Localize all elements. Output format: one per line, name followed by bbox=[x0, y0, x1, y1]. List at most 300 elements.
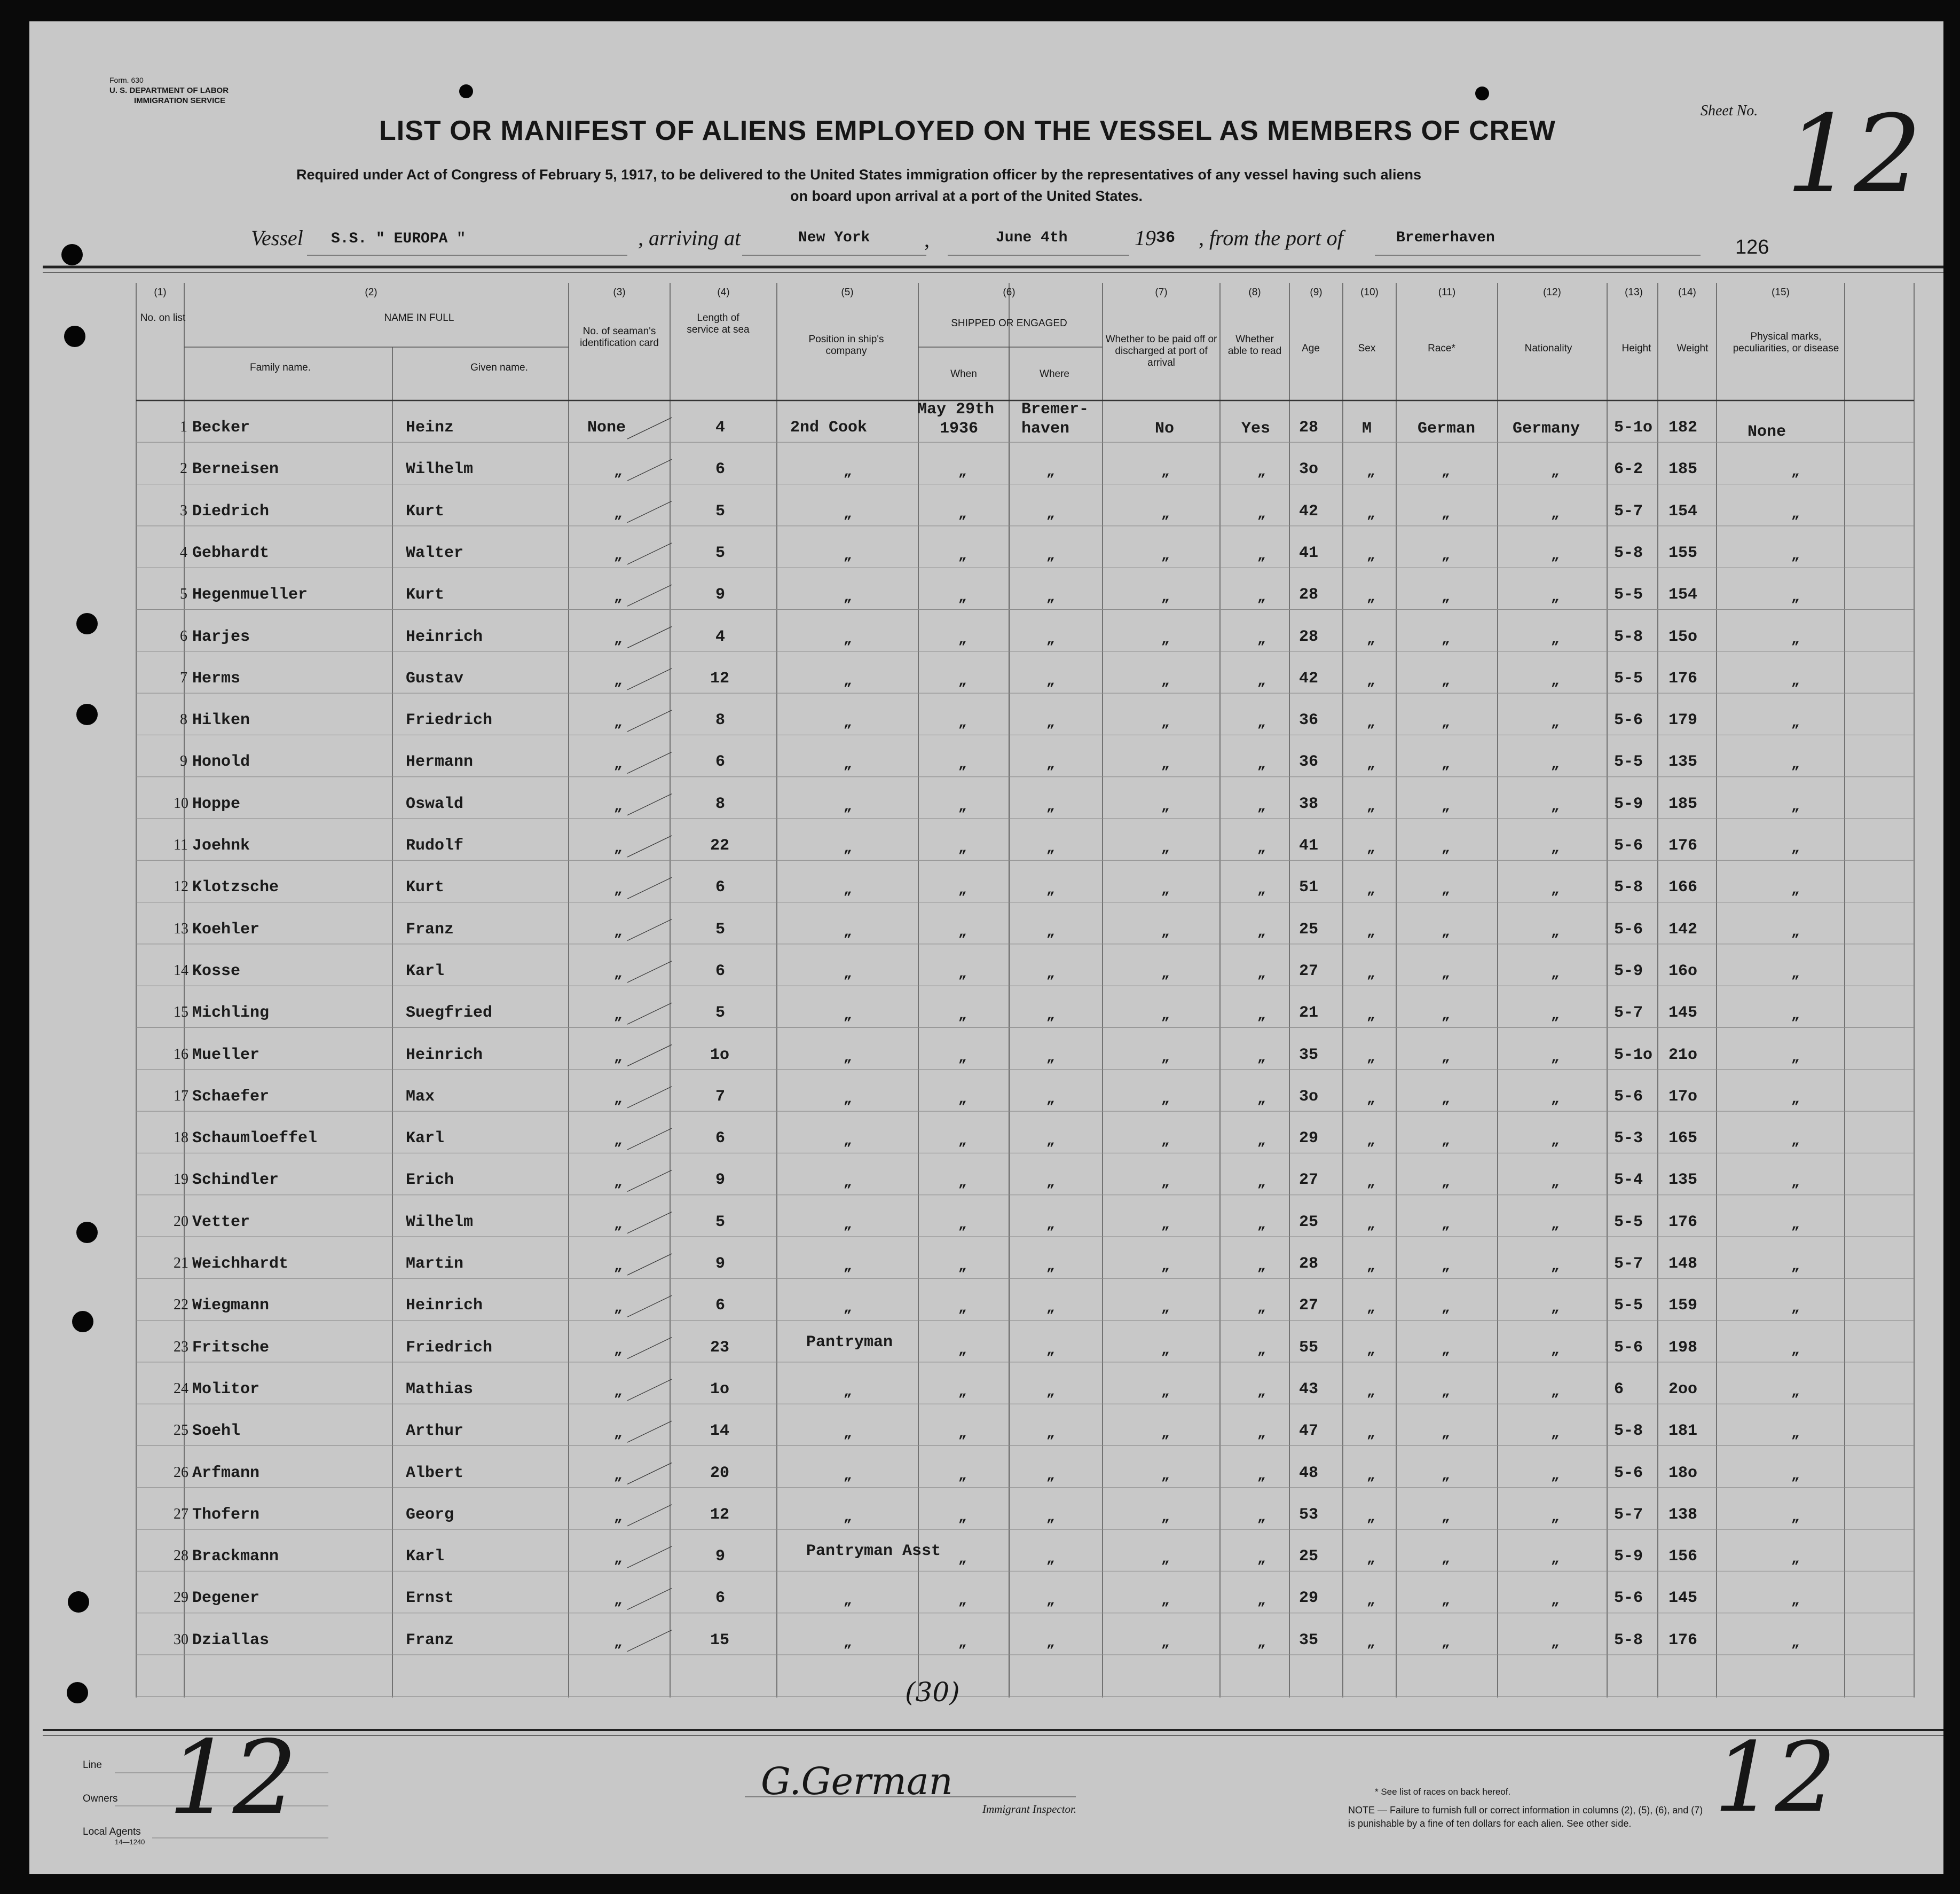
length-of-service: 6 bbox=[715, 1296, 726, 1315]
given-name: Karl bbox=[406, 962, 445, 980]
ditto-mark: „ bbox=[958, 840, 967, 856]
row-number: 18 bbox=[174, 1129, 188, 1146]
weight: 138 bbox=[1668, 1505, 1698, 1524]
ditto-mark: „ bbox=[1791, 1049, 1800, 1065]
punch-hole bbox=[76, 613, 98, 634]
length-of-service: 6 bbox=[715, 1129, 726, 1148]
ditto-mark: „ bbox=[958, 1592, 967, 1609]
age: 28 bbox=[1299, 419, 1319, 437]
row-number: 19 bbox=[174, 1171, 188, 1188]
age: 28 bbox=[1299, 1255, 1319, 1273]
ditto-mark: „ bbox=[1442, 672, 1450, 689]
ditto-mark: „ bbox=[614, 547, 623, 563]
row-number: 7 bbox=[180, 669, 187, 686]
ditto-mark: „ bbox=[1791, 589, 1800, 606]
service-label: IMMIGRATION SERVICE bbox=[134, 96, 226, 105]
ditto-mark: „ bbox=[1367, 463, 1375, 480]
ditto-mark: „ bbox=[1257, 1383, 1266, 1400]
weight: 182 bbox=[1668, 419, 1698, 437]
ditto-mark: „ bbox=[1161, 1258, 1170, 1274]
ditto-mark: „ bbox=[1367, 1258, 1375, 1274]
weight: 145 bbox=[1668, 1004, 1698, 1023]
weight: 198 bbox=[1668, 1338, 1698, 1357]
family-name: Hoppe bbox=[192, 795, 241, 813]
ditto-mark: „ bbox=[1367, 547, 1375, 563]
ditto-mark: „ bbox=[1257, 1508, 1266, 1525]
ditto-mark: „ bbox=[1257, 589, 1266, 606]
weight: 165 bbox=[1668, 1129, 1698, 1148]
weight: 176 bbox=[1668, 1213, 1698, 1231]
row-number: 20 bbox=[174, 1213, 188, 1230]
ditto-mark: „ bbox=[1367, 1425, 1375, 1442]
ditto-mark: „ bbox=[1046, 1007, 1055, 1024]
header-no-on-list: No. on list bbox=[140, 312, 186, 324]
header-nationality: Nationality bbox=[1524, 343, 1572, 354]
ditto-mark: „ bbox=[1442, 1133, 1450, 1149]
column-number: (6) bbox=[1003, 287, 1016, 298]
height: 5-8 bbox=[1614, 878, 1643, 897]
age: 29 bbox=[1299, 1589, 1319, 1608]
length-of-service: 9 bbox=[715, 1547, 726, 1566]
height: 5-7 bbox=[1614, 502, 1643, 521]
subtitle-line-1: Required under Act of Congress of February 5, 1917, to be delivered to the United States immigration officer by the representatives of any vessel having such aliens bbox=[296, 167, 1422, 183]
ditto-mark: „ bbox=[1367, 505, 1375, 522]
row-number: 5 bbox=[180, 586, 187, 603]
ditto-mark: „ bbox=[1367, 756, 1375, 773]
height: 5-9 bbox=[1614, 1547, 1643, 1566]
ditto-mark: „ bbox=[844, 1467, 852, 1483]
ditto-mark: „ bbox=[844, 631, 852, 647]
length-of-service: 12 bbox=[710, 1505, 730, 1524]
ditto-mark: „ bbox=[1442, 1467, 1450, 1483]
header-shipped: SHIPPED OR ENGAGED bbox=[951, 318, 1067, 329]
ditto-mark: „ bbox=[1161, 1634, 1170, 1651]
ditto-mark: „ bbox=[1046, 631, 1055, 647]
given-name: Ernst bbox=[406, 1589, 454, 1608]
ditto-mark: „ bbox=[958, 1174, 967, 1191]
subtitle-line-2: on board upon arrival at a port of the United States. bbox=[790, 188, 1143, 204]
column-number: (8) bbox=[1248, 287, 1261, 298]
ditto-mark: „ bbox=[1551, 463, 1560, 480]
ditto-mark: „ bbox=[614, 1551, 623, 1567]
ditto-mark: „ bbox=[958, 631, 967, 647]
local-agents-label: Local Agents bbox=[83, 1826, 141, 1837]
given-name: Georg bbox=[406, 1505, 454, 1524]
ditto-mark: „ bbox=[1046, 1300, 1055, 1316]
ditto-mark: „ bbox=[1046, 1216, 1055, 1232]
ditto-mark: „ bbox=[1367, 1133, 1375, 1149]
length-of-service: 9 bbox=[715, 1171, 726, 1190]
length-of-service: 1o bbox=[710, 1046, 730, 1064]
header-id-card: No. of seaman's identification card bbox=[580, 326, 659, 349]
page-title: LIST OR MANIFEST OF ALIENS EMPLOYED ON THE VESSEL AS MEMBERS OF CREW bbox=[379, 115, 1556, 146]
sheet-number: 12 bbox=[1786, 92, 1922, 217]
ditto-mark: „ bbox=[958, 1300, 967, 1316]
ditto-mark: „ bbox=[614, 840, 623, 856]
ditto-mark: „ bbox=[614, 463, 623, 480]
ditto-mark: „ bbox=[1551, 547, 1560, 563]
ditto-mark: „ bbox=[958, 1551, 967, 1567]
ditto-mark: „ bbox=[1257, 1592, 1266, 1609]
table-grid-lines bbox=[29, 21, 1943, 1874]
given-name: Suegfried bbox=[406, 1004, 493, 1023]
weight: 145 bbox=[1668, 1589, 1698, 1608]
ditto-mark: „ bbox=[958, 1007, 967, 1024]
ditto-mark: „ bbox=[1257, 1007, 1266, 1024]
ditto-mark: „ bbox=[614, 1425, 623, 1442]
row-number: 3 bbox=[180, 502, 187, 519]
ditto-mark: „ bbox=[1257, 756, 1266, 773]
ditto-mark: „ bbox=[1551, 1467, 1560, 1483]
ditto-mark: „ bbox=[958, 1216, 967, 1232]
family-name: Mueller bbox=[192, 1046, 260, 1064]
given-name: Oswald bbox=[406, 795, 464, 813]
ditto-mark: „ bbox=[1791, 1090, 1800, 1107]
height: 5-1o bbox=[1614, 1046, 1653, 1064]
ditto-mark: „ bbox=[1551, 1258, 1560, 1274]
ditto-mark: „ bbox=[1551, 589, 1560, 606]
row-number: 2 bbox=[180, 460, 187, 477]
ditto-mark: „ bbox=[844, 1425, 852, 1442]
height: 6 bbox=[1614, 1380, 1624, 1398]
height: 5-8 bbox=[1614, 627, 1643, 646]
column-number: (4) bbox=[717, 287, 730, 298]
header-where: Where bbox=[1040, 368, 1069, 380]
ditto-mark: „ bbox=[1257, 1634, 1266, 1651]
sheet-no-label: Sheet No. bbox=[1701, 103, 1758, 119]
ditto-mark: „ bbox=[1046, 672, 1055, 689]
punch-hole bbox=[61, 244, 83, 265]
family-name: Degener bbox=[192, 1589, 260, 1608]
age: 29 bbox=[1299, 1129, 1319, 1148]
ditto-mark: „ bbox=[1161, 1049, 1170, 1065]
ditto-mark: „ bbox=[844, 1258, 852, 1274]
ditto-mark: „ bbox=[844, 1049, 852, 1065]
ditto-mark: „ bbox=[1257, 882, 1266, 898]
weight: 155 bbox=[1668, 544, 1698, 562]
ditto-mark: „ bbox=[1367, 1467, 1375, 1483]
ditto-mark: „ bbox=[844, 965, 852, 981]
ditto-mark: „ bbox=[1367, 1174, 1375, 1191]
ditto-mark: „ bbox=[1161, 463, 1170, 480]
row-1-sex: M bbox=[1362, 420, 1372, 438]
ditto-mark: „ bbox=[1046, 589, 1055, 606]
punch-hole bbox=[76, 1222, 98, 1243]
ditto-mark: „ bbox=[1442, 882, 1450, 898]
age: 48 bbox=[1299, 1464, 1319, 1482]
ditto-mark: „ bbox=[1551, 1508, 1560, 1525]
ditto-mark: „ bbox=[1046, 1383, 1055, 1400]
age: 27 bbox=[1299, 1296, 1319, 1315]
ditto-mark: „ bbox=[1442, 463, 1450, 480]
height: 5-6 bbox=[1614, 1464, 1643, 1482]
header-when: When bbox=[950, 368, 977, 380]
row-1-when-date: May 29th bbox=[917, 400, 995, 419]
weight: 15o bbox=[1668, 627, 1698, 646]
ditto-mark: „ bbox=[614, 672, 623, 689]
weight: 156 bbox=[1668, 1547, 1698, 1566]
column-number: (2) bbox=[365, 287, 377, 298]
length-of-service: 5 bbox=[715, 1004, 726, 1023]
age: 35 bbox=[1299, 1631, 1319, 1649]
ditto-mark: „ bbox=[1551, 1216, 1560, 1232]
ditto-mark: „ bbox=[1367, 1383, 1375, 1400]
ditto-mark: „ bbox=[1442, 1007, 1450, 1024]
ditto-mark: „ bbox=[1257, 1467, 1266, 1483]
weight: 185 bbox=[1668, 460, 1698, 479]
ditto-mark: „ bbox=[1367, 1592, 1375, 1609]
column-number: (10) bbox=[1360, 287, 1379, 298]
ditto-mark: „ bbox=[1442, 1216, 1450, 1232]
ditto-mark: „ bbox=[1551, 1341, 1560, 1358]
age: 25 bbox=[1299, 920, 1319, 939]
ditto-mark: „ bbox=[1551, 714, 1560, 731]
ditto-mark: „ bbox=[1791, 1300, 1800, 1316]
ditto-mark: „ bbox=[844, 756, 852, 773]
row-number: 22 bbox=[174, 1296, 188, 1314]
ditto-mark: „ bbox=[614, 1634, 623, 1651]
ditto-mark: „ bbox=[1257, 1551, 1266, 1567]
weight: 148 bbox=[1668, 1255, 1698, 1273]
row-1-nationality: Germany bbox=[1513, 420, 1580, 438]
height: 5-7 bbox=[1614, 1255, 1643, 1273]
age: 42 bbox=[1299, 669, 1319, 688]
ditto-mark: „ bbox=[1367, 923, 1375, 940]
weight: 154 bbox=[1668, 502, 1698, 521]
given-name: Karl bbox=[406, 1547, 445, 1566]
age: 38 bbox=[1299, 795, 1319, 813]
ditto-mark: „ bbox=[1367, 672, 1375, 689]
age: 28 bbox=[1299, 586, 1319, 604]
height: 5-1o bbox=[1614, 419, 1653, 437]
ditto-mark: „ bbox=[958, 672, 967, 689]
ditto-mark: „ bbox=[1551, 756, 1560, 773]
age: 43 bbox=[1299, 1380, 1319, 1398]
ditto-mark: „ bbox=[1791, 672, 1800, 689]
row-number: 21 bbox=[174, 1255, 188, 1271]
ditto-mark: „ bbox=[1551, 923, 1560, 940]
ditto-mark: „ bbox=[844, 672, 852, 689]
ditto-mark: „ bbox=[1161, 1174, 1170, 1191]
ditto-mark: „ bbox=[614, 1467, 623, 1483]
age: 36 bbox=[1299, 753, 1319, 772]
given-name: Heinrich bbox=[406, 1046, 483, 1064]
given-name: Martin bbox=[406, 1255, 464, 1273]
family-name: Diedrich bbox=[192, 502, 270, 521]
ditto-mark: „ bbox=[1442, 840, 1450, 856]
ditto-mark: „ bbox=[1257, 547, 1266, 563]
ditto-mark: „ bbox=[1442, 1551, 1450, 1567]
ditto-mark: „ bbox=[1442, 1090, 1450, 1107]
ditto-mark: „ bbox=[614, 965, 623, 981]
header-able-to-read: Whether able to read bbox=[1227, 334, 1282, 357]
ditto-mark: „ bbox=[1442, 1049, 1450, 1065]
ditto-mark: „ bbox=[1257, 1258, 1266, 1274]
ditto-mark: „ bbox=[958, 547, 967, 563]
ditto-mark: „ bbox=[1551, 1383, 1560, 1400]
right-sheet-number: 12 bbox=[1714, 1722, 1837, 1834]
ditto-mark: „ bbox=[614, 1592, 623, 1609]
family-name: Schindler bbox=[192, 1171, 279, 1190]
ditto-mark: „ bbox=[1367, 589, 1375, 606]
vessel-name: S.S. " EUROPA " bbox=[331, 231, 466, 247]
ditto-mark: „ bbox=[1257, 965, 1266, 981]
family-name: Schaumloeffel bbox=[192, 1129, 318, 1148]
ditto-mark: „ bbox=[1367, 1090, 1375, 1107]
ditto-mark: „ bbox=[1161, 1551, 1170, 1567]
ditto-mark: „ bbox=[958, 1383, 967, 1400]
ditto-mark: „ bbox=[958, 1508, 967, 1525]
age: 35 bbox=[1299, 1046, 1319, 1064]
ditto-mark: „ bbox=[1046, 505, 1055, 522]
ditto-mark: „ bbox=[844, 1174, 852, 1191]
ditto-mark: „ bbox=[1046, 1592, 1055, 1609]
family-name: Brackmann bbox=[192, 1547, 279, 1566]
weight: 176 bbox=[1668, 1631, 1698, 1649]
ditto-mark: „ bbox=[1161, 672, 1170, 689]
ditto-mark: „ bbox=[1551, 965, 1560, 981]
weight: 154 bbox=[1668, 586, 1698, 604]
ditto-mark: „ bbox=[614, 714, 623, 731]
ditto-mark: „ bbox=[1551, 1133, 1560, 1149]
length-of-service: 5 bbox=[715, 1213, 726, 1231]
height: 5-3 bbox=[1614, 1129, 1643, 1148]
length-of-service: 9 bbox=[715, 1255, 726, 1273]
family-name: Thofern bbox=[192, 1505, 260, 1524]
ditto-mark: „ bbox=[1442, 1341, 1450, 1358]
age: 27 bbox=[1299, 1171, 1319, 1190]
owners-label: Owners bbox=[83, 1793, 118, 1804]
height: 5-6 bbox=[1614, 1589, 1643, 1608]
row-number: 6 bbox=[180, 627, 187, 645]
family-name: Weichhardt bbox=[192, 1255, 289, 1273]
ditto-mark: „ bbox=[1257, 1341, 1266, 1358]
header-height: Height bbox=[1621, 343, 1651, 354]
ditto-mark: „ bbox=[1551, 840, 1560, 856]
ditto-mark: „ bbox=[1046, 840, 1055, 856]
ditto-mark: „ bbox=[1257, 1300, 1266, 1316]
height: 5-6 bbox=[1614, 1087, 1643, 1106]
year-suffix: 36 bbox=[1156, 229, 1176, 247]
ditto-mark: „ bbox=[1046, 1634, 1055, 1651]
ditto-mark: „ bbox=[1367, 1508, 1375, 1525]
ditto-mark: „ bbox=[844, 1133, 852, 1149]
ditto-mark: „ bbox=[1367, 1341, 1375, 1358]
ditto-mark: „ bbox=[1046, 714, 1055, 731]
weight: 176 bbox=[1668, 837, 1698, 855]
ditto-mark: „ bbox=[1442, 1383, 1450, 1400]
ditto-mark: „ bbox=[1367, 1300, 1375, 1316]
weight: 135 bbox=[1668, 753, 1698, 772]
ditto-mark: „ bbox=[958, 1133, 967, 1149]
year-prefix: 19 bbox=[1135, 226, 1156, 250]
row-number: 29 bbox=[174, 1589, 188, 1606]
ditto-mark: „ bbox=[1791, 1508, 1800, 1525]
ditto-mark: „ bbox=[1367, 1049, 1375, 1065]
age: 41 bbox=[1299, 544, 1319, 562]
ditto-mark: „ bbox=[1257, 1133, 1266, 1149]
family-name: Becker bbox=[192, 419, 250, 437]
ditto-mark: „ bbox=[1442, 1174, 1450, 1191]
weight: 142 bbox=[1668, 920, 1698, 939]
family-name: Arfmann bbox=[192, 1464, 260, 1482]
ditto-mark: „ bbox=[1791, 1592, 1800, 1609]
ditto-mark: „ bbox=[844, 1090, 852, 1107]
age: 51 bbox=[1299, 878, 1319, 897]
ditto-mark: „ bbox=[1046, 882, 1055, 898]
ditto-mark: „ bbox=[1791, 798, 1800, 814]
ditto-mark: „ bbox=[1551, 1634, 1560, 1651]
ditto-mark: „ bbox=[614, 505, 623, 522]
height: 5-6 bbox=[1614, 837, 1643, 855]
ditto-mark: „ bbox=[1551, 1090, 1560, 1107]
from-port: Bremerhaven bbox=[1396, 230, 1495, 246]
age: 21 bbox=[1299, 1004, 1319, 1023]
ditto-mark: „ bbox=[1791, 882, 1800, 898]
age: 42 bbox=[1299, 502, 1319, 521]
header-name-in-full: NAME IN FULL bbox=[384, 312, 454, 324]
family-name: Vetter bbox=[192, 1213, 250, 1231]
height: 5-5 bbox=[1614, 1296, 1643, 1315]
note-text-2: is punishable by a fine of ten dollars for each alien. See other side. bbox=[1348, 1818, 1632, 1829]
ditto-mark: „ bbox=[1161, 505, 1170, 522]
age: 41 bbox=[1299, 837, 1319, 855]
ditto-mark: „ bbox=[1046, 965, 1055, 981]
ditto-mark: „ bbox=[614, 1258, 623, 1274]
ditto-mark: „ bbox=[1791, 1007, 1800, 1024]
ditto-mark: „ bbox=[1257, 1174, 1266, 1191]
ditto-mark: „ bbox=[1551, 1300, 1560, 1316]
ditto-mark: „ bbox=[1257, 798, 1266, 814]
ditto-mark: „ bbox=[1442, 1300, 1450, 1316]
punch-hole bbox=[72, 1311, 93, 1332]
ditto-mark: „ bbox=[1161, 1300, 1170, 1316]
page-number: 126 bbox=[1735, 236, 1769, 258]
given-name: Erich bbox=[406, 1171, 454, 1190]
weight: 179 bbox=[1668, 711, 1698, 730]
weight: 2oo bbox=[1668, 1380, 1698, 1398]
row-number: 8 bbox=[180, 711, 187, 728]
age: 25 bbox=[1299, 1213, 1319, 1231]
column-number: (11) bbox=[1438, 287, 1456, 298]
length-of-service: 12 bbox=[710, 669, 730, 688]
ditto-mark: „ bbox=[958, 505, 967, 522]
row-1-when-year: 1936 bbox=[940, 420, 979, 438]
row-number: 11 bbox=[174, 837, 188, 853]
given-name: Arthur bbox=[406, 1422, 464, 1441]
family-name: Honold bbox=[192, 753, 250, 772]
ditto-mark: „ bbox=[1442, 756, 1450, 773]
family-name: Schaefer bbox=[192, 1087, 270, 1106]
age: 28 bbox=[1299, 627, 1319, 646]
position-in-company: Pantryman bbox=[806, 1333, 893, 1351]
ditto-mark: „ bbox=[1161, 1508, 1170, 1525]
ditto-mark: „ bbox=[1367, 1551, 1375, 1567]
ditto-mark: „ bbox=[1046, 923, 1055, 940]
ditto-mark: „ bbox=[958, 1467, 967, 1483]
ditto-mark: „ bbox=[958, 798, 967, 814]
height: 5-9 bbox=[1614, 795, 1643, 813]
row-number: 24 bbox=[174, 1380, 188, 1397]
height: 5-5 bbox=[1614, 1213, 1643, 1231]
ditto-mark: „ bbox=[1161, 1090, 1170, 1107]
ditto-mark: „ bbox=[1551, 631, 1560, 647]
column-number: (15) bbox=[1772, 287, 1790, 298]
ditto-mark: „ bbox=[1791, 1425, 1800, 1442]
ditto-mark: „ bbox=[1367, 798, 1375, 814]
length-of-service: 9 bbox=[715, 586, 726, 604]
weight: 185 bbox=[1668, 795, 1698, 813]
